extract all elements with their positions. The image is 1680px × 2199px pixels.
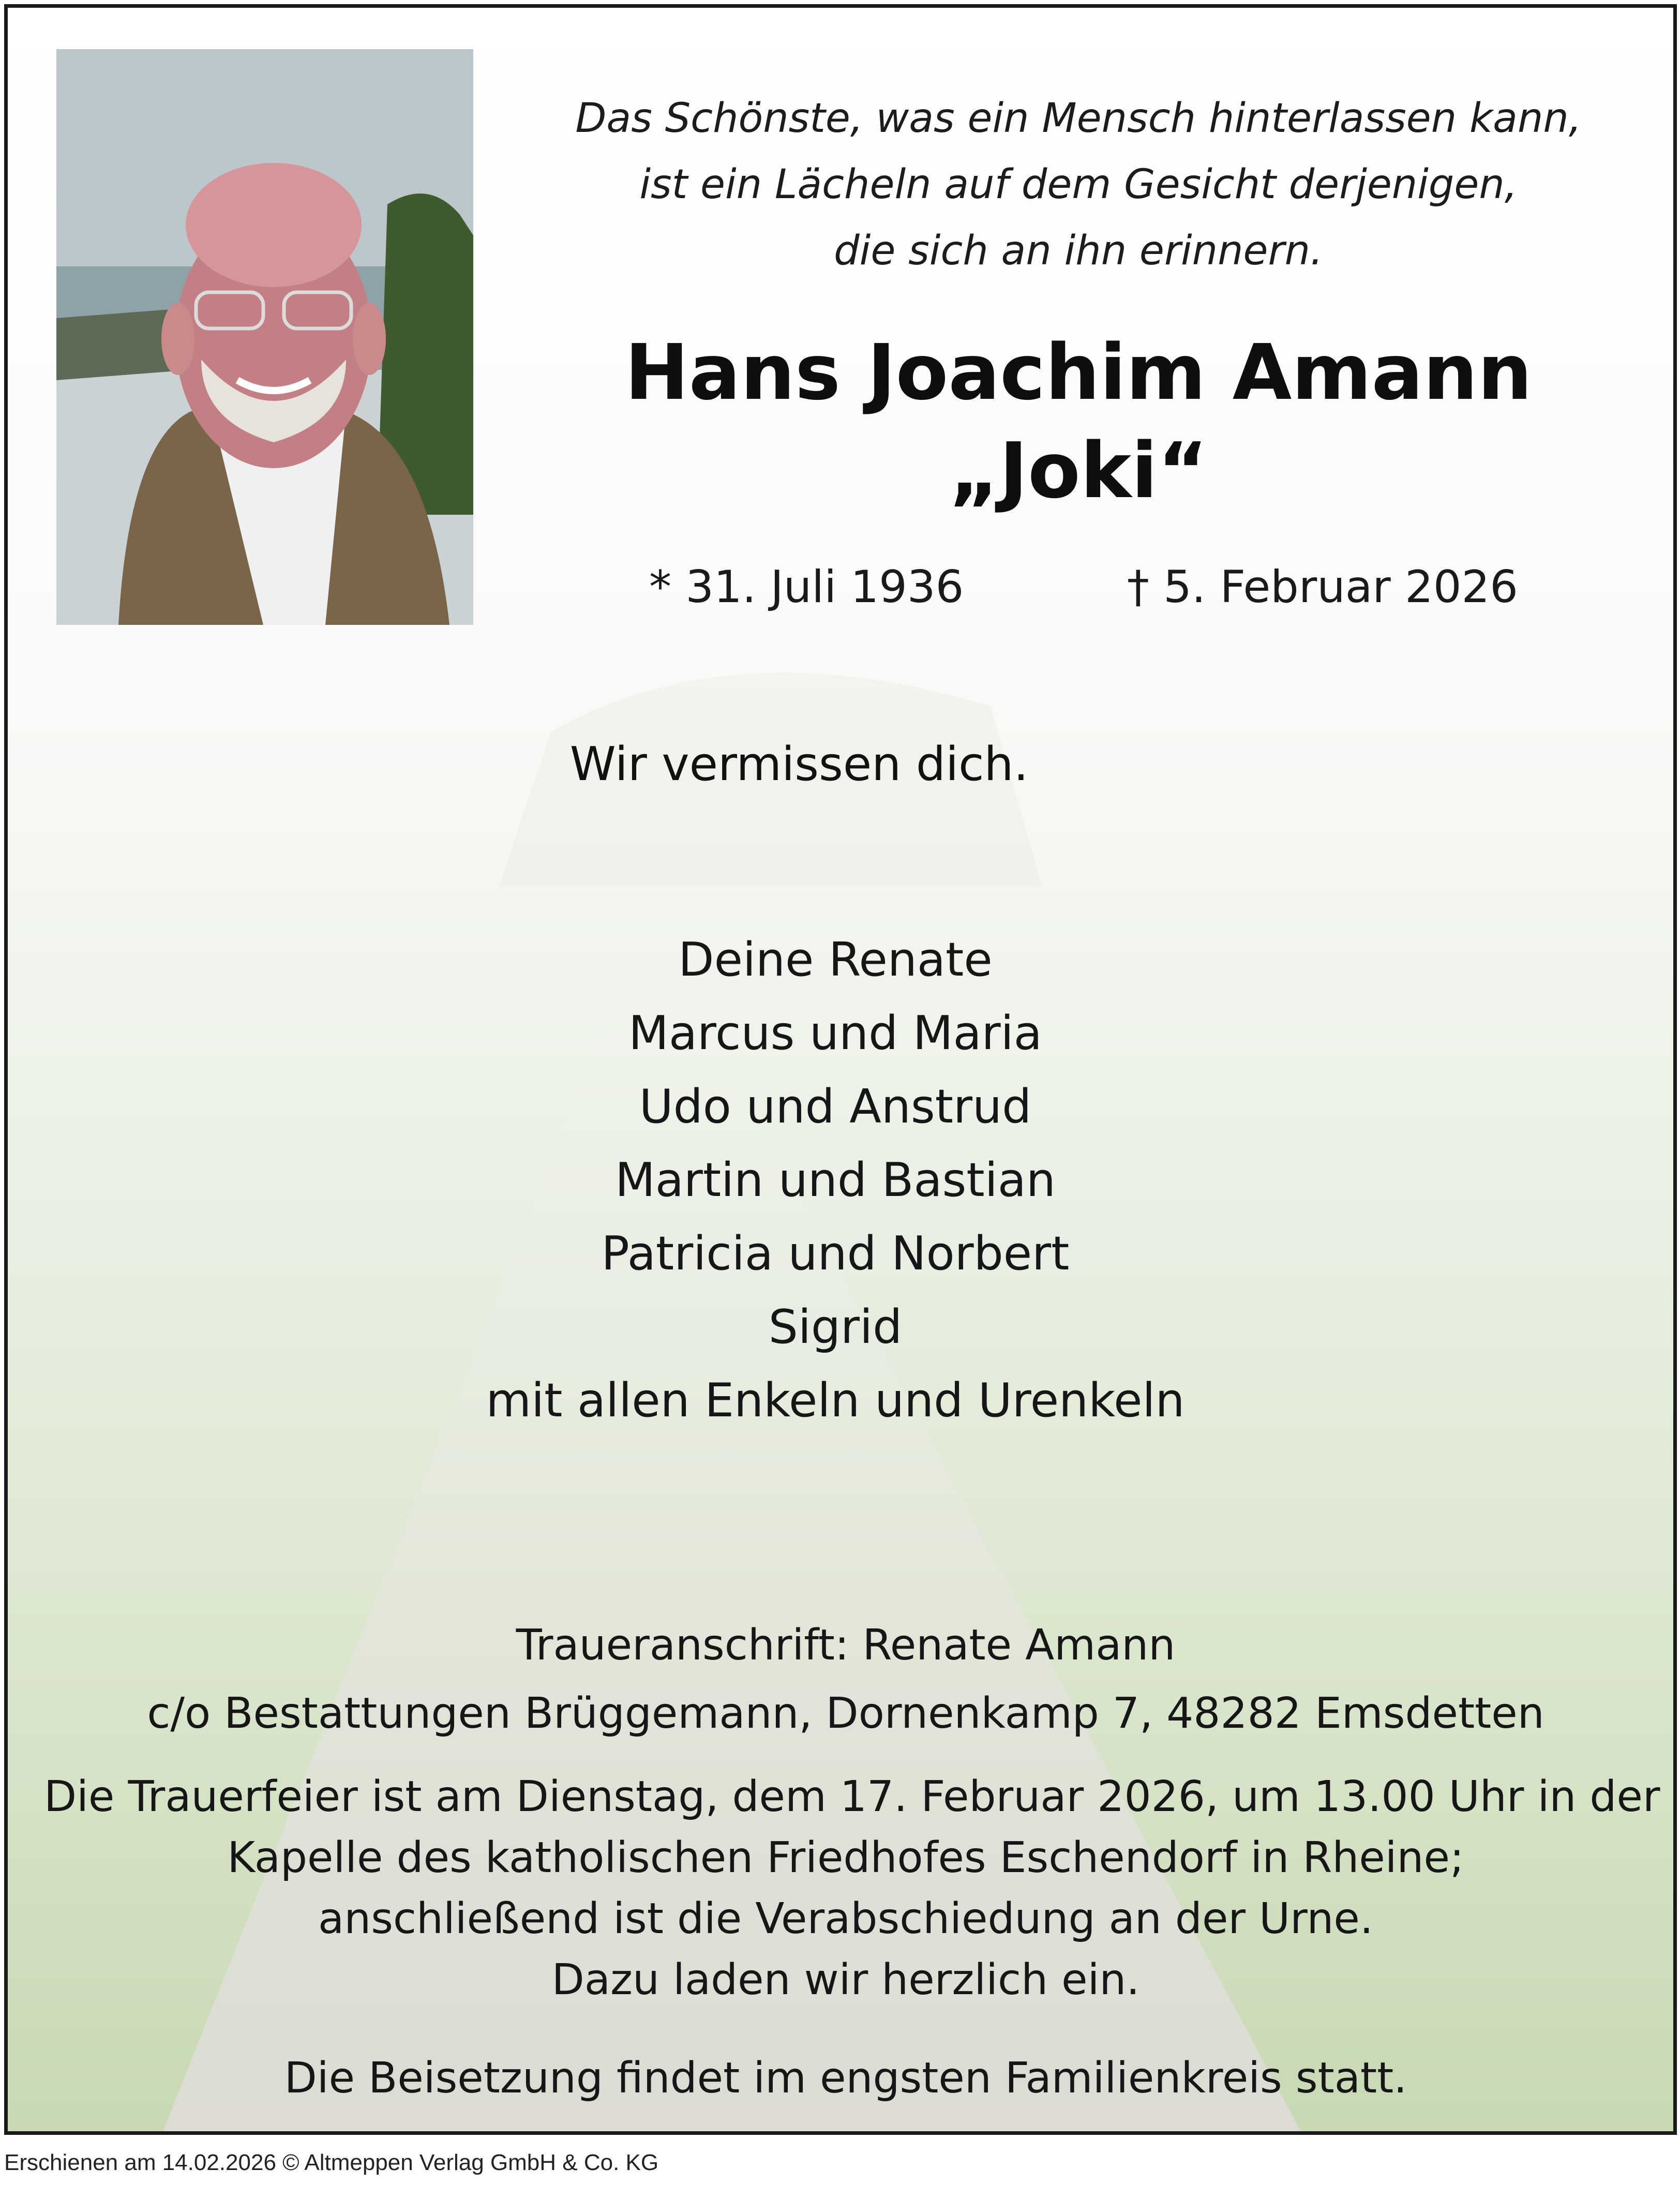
deceased-nickname: „Joki“	[949, 426, 1208, 515]
death-date: † 5. Februar 2026	[1127, 561, 1518, 613]
deceased-name-block	[535, 323, 1622, 520]
ceremony-line: Dazu laden wir herzlich ein.	[551, 1955, 1140, 2004]
address-line: Traueranschrift: Renate Amann	[516, 1621, 1176, 1670]
family-member: Patricia und Norbert	[601, 1226, 1070, 1281]
quote-line: ist ein Lächeln auf dem Gesicht derjenigen,	[639, 161, 1518, 208]
family-member: Martin und Bastian	[615, 1153, 1056, 1207]
family-member: Sigrid	[768, 1300, 903, 1354]
obituary-frame	[4, 4, 1677, 2135]
miss-message: Wir vermissen dich.	[569, 737, 1029, 791]
life-dates	[649, 561, 1518, 613]
family-member: Deine Renate	[678, 933, 993, 987]
memorial-quote	[535, 85, 1622, 284]
family-member: Udo und Anstrud	[639, 1080, 1032, 1134]
deceased-name: Hans Joachim Amann	[624, 328, 1533, 417]
quote-line: Das Schönste, was ein Mensch hinterlassen kann,	[575, 95, 1582, 142]
portrait-photo	[56, 49, 473, 625]
publication-footer: Erschienen am 14.02.2026 © Altmeppen Verlag GmbH & Co. KG	[4, 2150, 659, 2175]
family-member: Marcus und Maria	[628, 1006, 1042, 1060]
ceremony-line: Die Trauerfeier ist am Dienstag, dem 17. Februar 2026, um 13.00 Uhr in der	[44, 1772, 1660, 1821]
quote-line: die sich an ihn erinnern.	[834, 228, 1323, 274]
burial-line: Die Beisetzung findet im engsten Familienkreis statt.	[284, 2054, 1407, 2103]
burial-info	[91, 2048, 1601, 2109]
mourning-address	[91, 1611, 1601, 1748]
birth-date: * 31. Juli 1936	[649, 561, 964, 613]
ceremony-line: anschließend ist die Verabschiedung an der Urne.	[318, 1894, 1373, 1943]
ceremony-line: Kapelle des katholischen Friedhofes Eschendorf in Rheine;	[227, 1833, 1464, 1882]
family-list	[318, 923, 1353, 1438]
ceremony-info	[44, 1767, 1660, 2011]
family-member: mit allen Enkeln und Urenkeln	[486, 1373, 1185, 1428]
address-line: c/o Bestattungen Brüggemann, Dornenkamp 7, 48282 Emsdetten	[147, 1689, 1544, 1738]
